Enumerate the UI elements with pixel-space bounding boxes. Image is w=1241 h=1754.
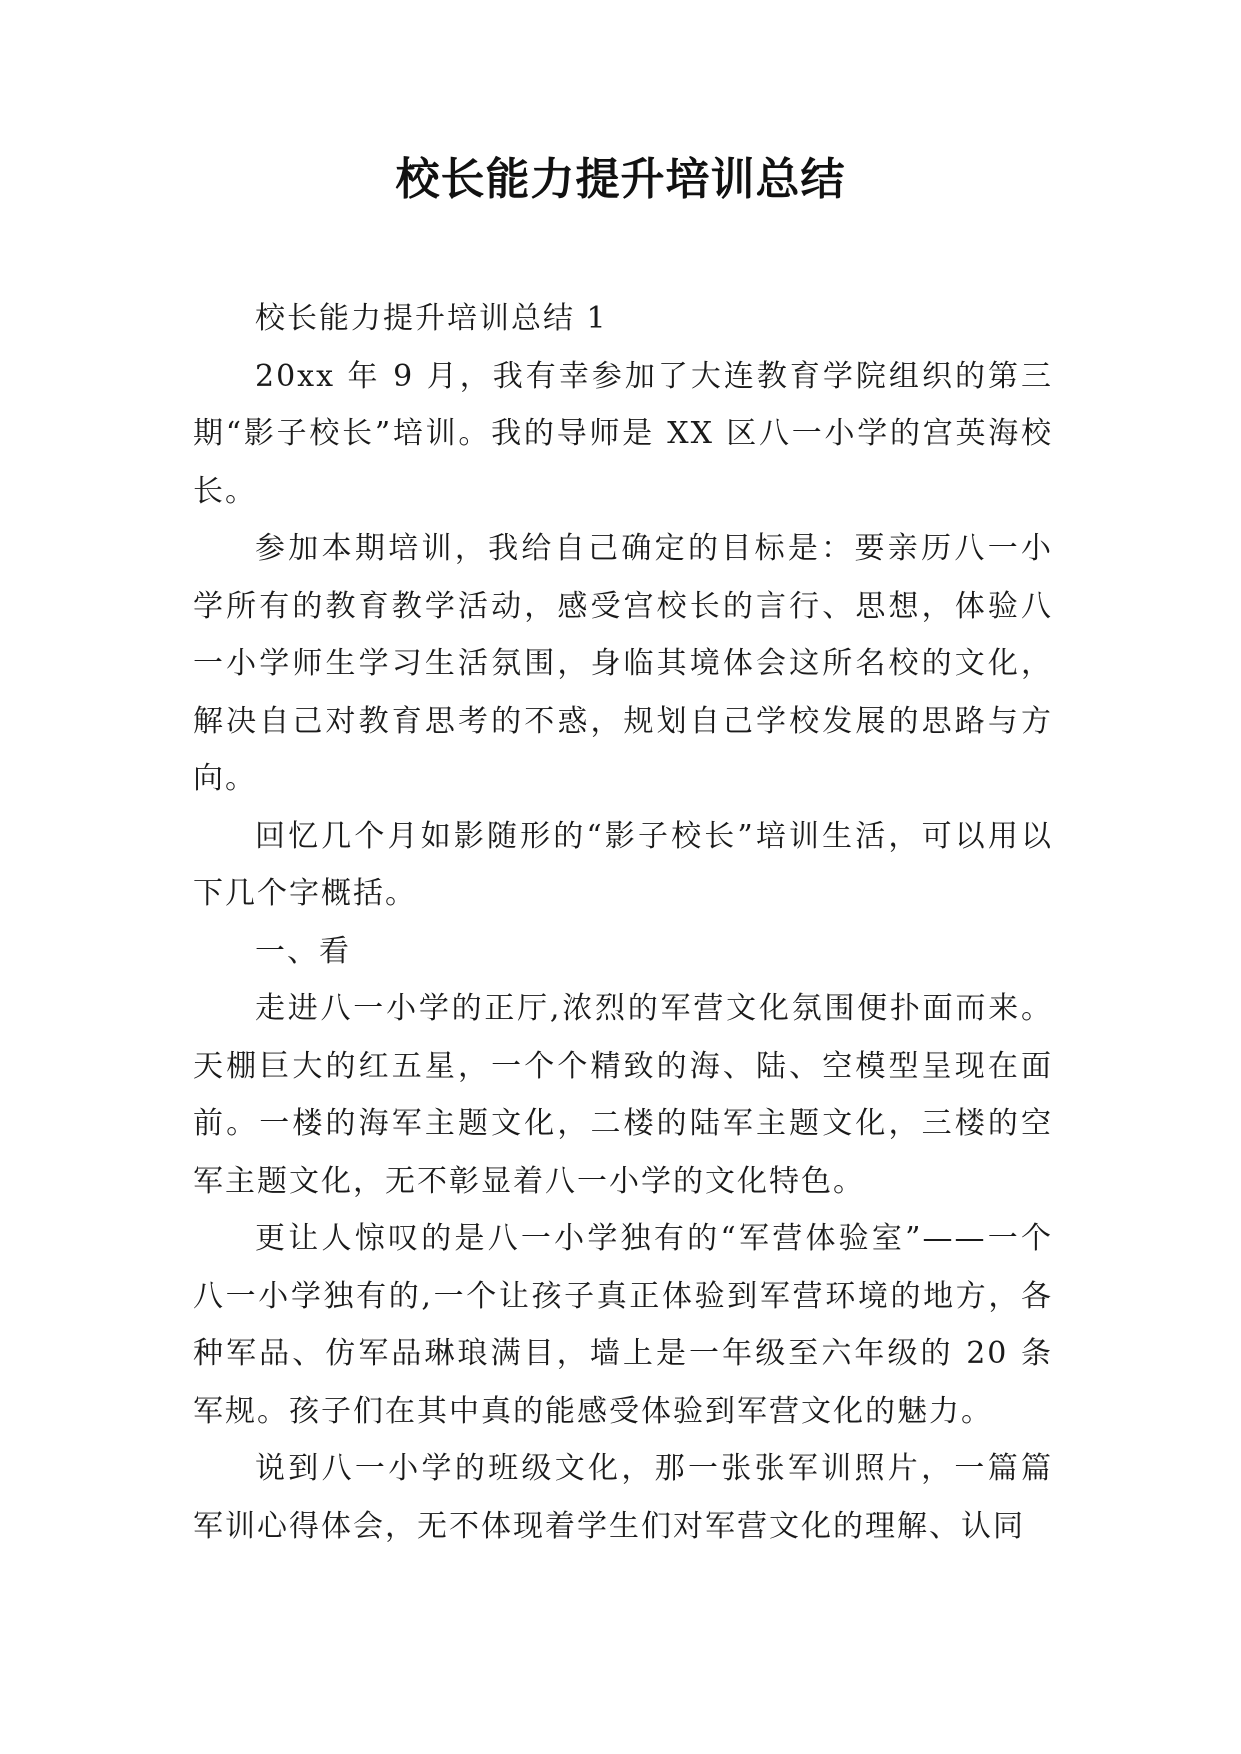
- paragraph-subtitle: 校长能力提升培训总结 1: [255, 301, 608, 336]
- paragraph: 说到八一小学的班级文化，那一张张军训照片，一篇篇军训心得体会，无不体现着学生们对军营文化的理解、认同: [193, 1451, 1053, 1544]
- document-title: 校长能力提升培训总结: [395, 154, 846, 205]
- paragraph: 20xx 年 9 月，我有幸参加了大连教育学院组织的第三期“影子校长”培训。我的导师是 XX 区八一小学的宫英海校长。: [193, 358, 1053, 509]
- paragraph: 参加本期培训，我给自己确定的目标是：要亲历八一小学所有的教育教学活动，感受宫校长的言行、思想，体验八一小学师生学习生活氛围，身临其境体会这所名校的文化，解决自己对教育思考的不惑，规划自己学校发展的思路与方向。: [193, 531, 1053, 796]
- document-body: [193, 290, 1053, 1555]
- paragraph: 更让人惊叹的是八一小学独有的“军营体验室”——一个八一小学独有的,一个让孩子真正体验到军营环境的地方，各种军品、仿军品琳琅满目，墙上是一年级至六年级的 20 条军规。孩子们在其中真的能感受体验到军营文化的魅力。: [193, 1221, 1053, 1429]
- section-heading: 一、看: [255, 933, 351, 969]
- paragraph: 走进八一小学的正厅,浓烈的军营文化氛围便扑面而来。天棚巨大的红五星，一个个精致的海、陆、空模型呈现在面前。一楼的海军主题文化，二楼的陆军主题文化，三楼的空军主题文化，无不彰显着八一小学的文化特色。: [193, 991, 1053, 1199]
- paragraph: 回忆几个月如影随形的“影子校长”培训生活，可以用以下几个字概括。: [193, 818, 1053, 911]
